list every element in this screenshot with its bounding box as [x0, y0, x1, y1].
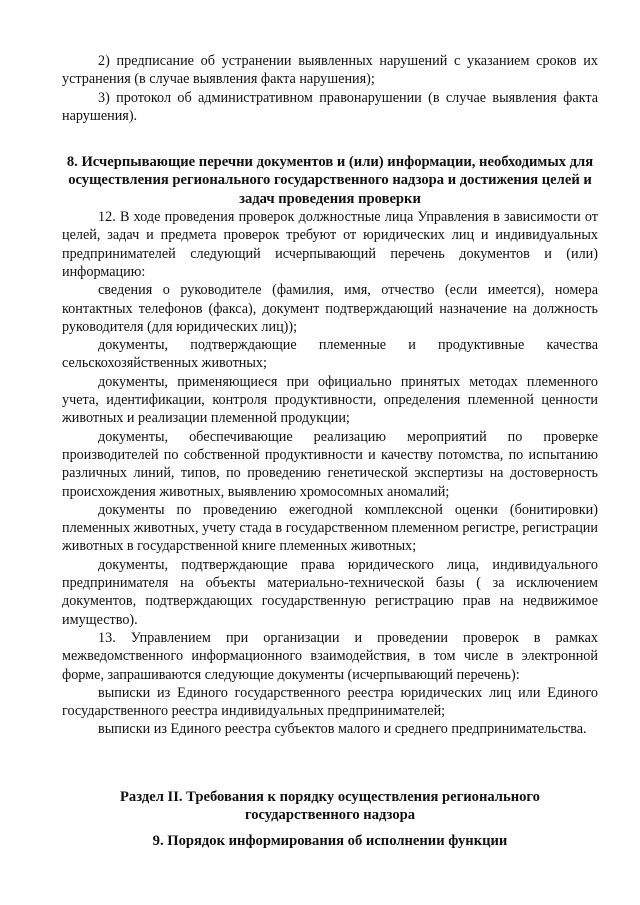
list-item-testing-docs: документы, обеспечивающие реализацию мероприятий по проверке производителей по собственной продуктивности и качеству потомства, по испытанию различных линий, типов, по проведению генетической экспертизы на достоверность происхождения животных, выявлению хромосомных аномалий;	[62, 428, 598, 500]
list-item-property-docs: документы, подтверждающие права юридического лица, индивидуального предпринимателя на объекты материально-технической базы ( за исключением документов, подтверждающих государственную регистрацию прав на недвижимое имущество).	[62, 556, 598, 628]
list-item-manager-info: сведения о руководителе (фамилия, имя, отчество (если имеется), номера контактных телефонов (факса), документ подтверждающий назначение на должность руководителя (для юридических лиц));	[62, 282, 598, 335]
list-item-accounting-docs: документы, применяющиеся при официально принятых методах племенного учета, идентификации, контроля продуктивности, определения племенной ценности животных и реализации племенной продукции;	[62, 373, 598, 427]
section-2-heading: Раздел II. Требования к порядку осуществления регионального государственного надзора	[120, 788, 540, 823]
subsection-9-heading: 9. Порядок информирования об исполнении функции	[152, 833, 508, 850]
list-item-egrul-extract: выписки из Единого государственного реестра юридических лиц или Единого государственного реестра индивидуальных предпринимателей;	[62, 684, 598, 720]
result-item-2: 2) предписание об устранении выявленных нарушений с указанием сроков их устранения (в случае выявления факта нарушения);	[62, 53, 598, 88]
paragraph-13: 13. Управлением при организации и проведении проверок в рамках межведомственного информационного взаимодействия, в том числе в электронной форме, запрашиваются следующие документы (исчерпывающий перечень):	[62, 629, 598, 683]
document-page	[62, 52, 598, 851]
list-item-bonitation-docs: документы по проведению ежегодной комплексной оценки (бонитировки) племенных животных, учету стада в государственном племенном регистре, регистрации животных в государственной книге племенных животных;	[62, 501, 598, 555]
section-8-heading: 8. Исчерпывающие перечни документов и (или) информации, необходимых для осуществления регионального государственного надзора и достижения целей и задач проведения проверки	[66, 154, 594, 207]
paragraph-12: 12. В ходе проведения проверок должностные лица Управления в зависимости от целей, задач и предмета проверок требуют от юридических лиц и индивидуальных предпринимателей следующий исчерпывающий перечень документов и (или) информацию:	[62, 209, 598, 280]
list-item-breeding-docs: документы, подтверждающие племенные и продуктивные качества сельскохозяйственных животных;	[62, 337, 598, 372]
result-item-3: 3) протокол об административном правонарушении (в случае выявления факта нарушения).	[62, 89, 598, 124]
list-item-sme-register-extract: выписки из Единого реестра субъектов малого и среднего предпринимательства.	[98, 721, 587, 738]
